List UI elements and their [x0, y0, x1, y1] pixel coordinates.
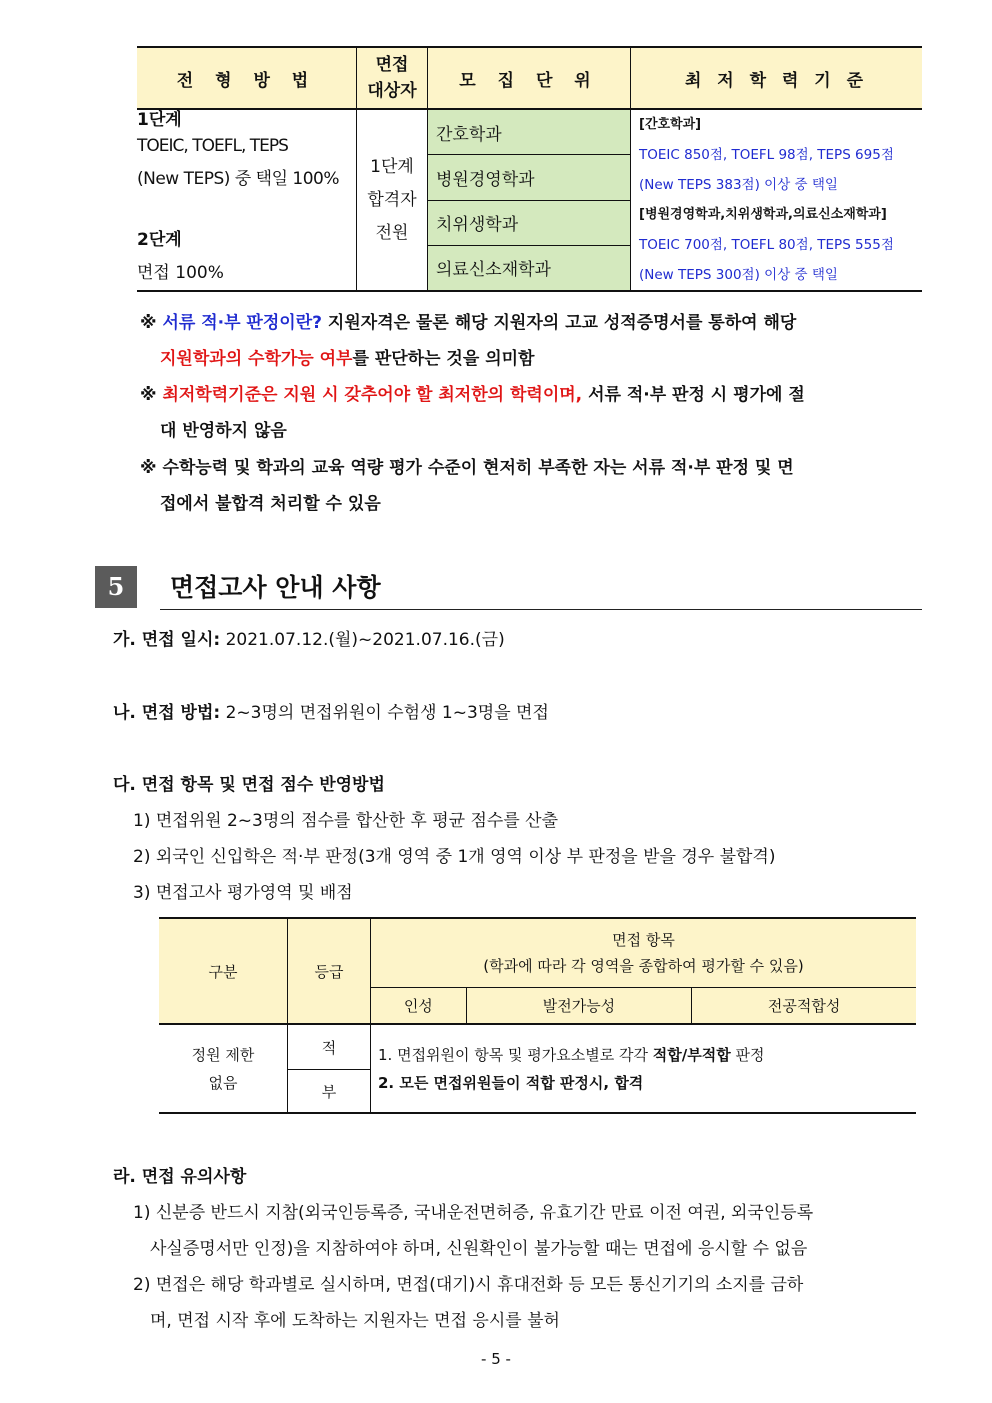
- note-2-red: 최저학력기준은 지원 시 갖추어야 할 최저한의 학력이며,: [162, 385, 583, 405]
- note-mark: ※: [140, 313, 157, 333]
- interview-date: [113, 625, 505, 650]
- interview-date-label: 가. 면접 일시:: [113, 630, 221, 650]
- stage1-title: 1단계: [137, 110, 182, 130]
- stage2-title: 2단계: [137, 230, 182, 250]
- score-rule-1-c: 판정: [735, 1045, 765, 1064]
- score-rules-cell: [371, 1024, 917, 1113]
- score-grade-pass: 적: [288, 1024, 371, 1070]
- score-sub-major-fit: 전공적합성: [692, 988, 916, 1025]
- note-1: [140, 305, 922, 377]
- note-mark: ※: [140, 458, 157, 478]
- section-number-badge: 5: [95, 566, 137, 608]
- interview-method-value: 2~3명의 면접위원이 수험생 1~3명을 면접: [225, 703, 549, 723]
- score-rule-1: [378, 1041, 915, 1069]
- stage1-line2: (New TEPS) 중 택일 100%: [137, 169, 339, 189]
- score-sub-potential: 발전가능성: [466, 988, 692, 1025]
- criteria-group1-l2: (New TEPS 383점) 이상 중 택일: [639, 177, 838, 193]
- criteria-group2-title: [병원경영학과,치위생학과,의료신소재학과]: [639, 207, 887, 222]
- target-l3: 전원: [375, 222, 409, 243]
- score-header-items-l1: 면접 항목: [612, 931, 675, 949]
- precaution-1-line2: 사실증명서만 인정)을 지참하여야 하며, 신원확인이 불가능할 때는 면접에 응시할 수 없음: [150, 1239, 808, 1259]
- note-3-text: 수학능력 및 학과의 교육 역량 평가 수준이 현저히 부족한 자는 서류 적·부 판정 및 면: [162, 458, 794, 478]
- section-divider: [160, 609, 922, 610]
- note-1-text-b: 를 판단하는 것을 의미함: [352, 349, 535, 369]
- note-mark: ※: [140, 385, 157, 405]
- interview-date-value: 2021.07.12.(월)~2021.07.16.(금): [225, 630, 505, 650]
- score-header-items: [371, 918, 917, 988]
- page-number: - 5 -: [481, 1350, 511, 1368]
- score-division-cell: [159, 1024, 288, 1113]
- note-1-text: 지원자격은 물론 해당 지원자의 고교 성적증명서를 통하여 해당: [327, 313, 797, 333]
- target-l1: 1단계: [370, 156, 414, 177]
- header-target: 면접 대상자: [357, 47, 428, 109]
- stage1-line1: TOEIC, TOEFL, TEPS: [137, 136, 288, 156]
- dept-medical-materials: 의료신소재학과: [428, 245, 631, 291]
- method-cell: [137, 109, 357, 291]
- interview-items-item2: 2) 외국인 신입학은 적·부 판정(3개 영역 중 1개 영역 이상 부 판정을 받을 경우 불합격): [133, 847, 776, 867]
- note-3: [140, 450, 922, 522]
- score-rule-1-b: 적합/부적합: [652, 1045, 731, 1064]
- precaution-2-line1: 2) 면접은 해당 학과별로 실시하며, 면접(대기)시 휴대전화 등 모든 통신기기의 소지를 금하: [133, 1275, 804, 1295]
- interview-method: [113, 698, 549, 723]
- dept-nursing: 간호학과: [428, 109, 631, 155]
- admission-criteria-table: [137, 46, 922, 292]
- precaution-1-line1: 1) 신분증 반드시 지참(외국인등록증, 국내운전면허증, 유효기간 만료 이전 여권, 외국인등록: [133, 1203, 814, 1223]
- note-1-red: 지원학과의 수학가능 여부: [160, 349, 353, 369]
- interview-items-item1: 1) 면접위원 2~3명의 점수를 합산한 후 평균 점수를 산출: [133, 811, 558, 831]
- header-method: 전 형 방 법: [137, 47, 357, 109]
- note-1-blue: 서류 적·부 판정이란?: [162, 313, 322, 333]
- criteria-group1-title: [간호학과]: [639, 117, 702, 132]
- precaution-2-line2: 며, 면접 시작 후에 도착하는 지원자는 면접 응시를 불허: [150, 1311, 560, 1331]
- note-3-text-b: 접에서 불합격 처리할 수 있음: [160, 494, 381, 514]
- interview-items-item3: 3) 면접고사 평가영역 및 배점: [133, 883, 353, 903]
- note-2: [140, 377, 922, 449]
- score-rule-1-a: 1. 면접위원이 항목 및 평가요소별로 각각: [378, 1045, 648, 1064]
- score-header-grade: 등급: [288, 918, 371, 1024]
- precautions-heading: 라. 면접 유의사항: [113, 1167, 247, 1187]
- score-sub-character: 인성: [371, 988, 467, 1025]
- score-header-items-l2: (학과에 따라 각 영역을 종합하여 평가할 수 있음): [483, 957, 804, 975]
- header-unit: 모 집 단 위: [428, 47, 631, 109]
- criteria-group1-l1: TOEIC 850점, TOEFL 98점, TEPS 695점: [639, 147, 894, 163]
- target-l2: 합격자: [367, 189, 417, 210]
- criteria-group2-l1: TOEIC 700점, TOEFL 80점, TEPS 555점: [639, 237, 894, 253]
- stage2-line1: 면접 100%: [137, 263, 224, 283]
- score-division-l1: 정원 제한: [191, 1045, 255, 1064]
- score-division-l2: 없음: [208, 1073, 238, 1092]
- criteria-group1: [631, 109, 923, 200]
- score-grade-fail: 부: [288, 1070, 371, 1114]
- interview-score-table: [159, 917, 916, 1114]
- header-criteria: 최 저 학 력 기 준: [631, 47, 923, 109]
- interview-items-heading: 다. 면접 항목 및 면접 점수 반영방법: [113, 775, 385, 795]
- section-title: 면접고사 안내 사항: [170, 573, 381, 602]
- target-cell: [357, 109, 428, 291]
- score-rule-2: 2. 모든 면접위원들이 적합 판정시, 합격: [378, 1073, 644, 1092]
- criteria-group2-l2: (New TEPS 300점) 이상 중 택일: [639, 267, 838, 283]
- note-2-text-b: 대 반영하지 않음: [160, 421, 287, 441]
- note-2-text: 서류 적·부 판정 시 평가에 절: [588, 385, 805, 405]
- dept-dental-hygiene: 치위생학과: [428, 200, 631, 245]
- dept-hospital-mgmt: 병원경영학과: [428, 155, 631, 200]
- interview-method-label: 나. 면접 방법:: [113, 703, 221, 723]
- score-header-division: 구분: [159, 918, 288, 1024]
- criteria-group2: [631, 200, 923, 291]
